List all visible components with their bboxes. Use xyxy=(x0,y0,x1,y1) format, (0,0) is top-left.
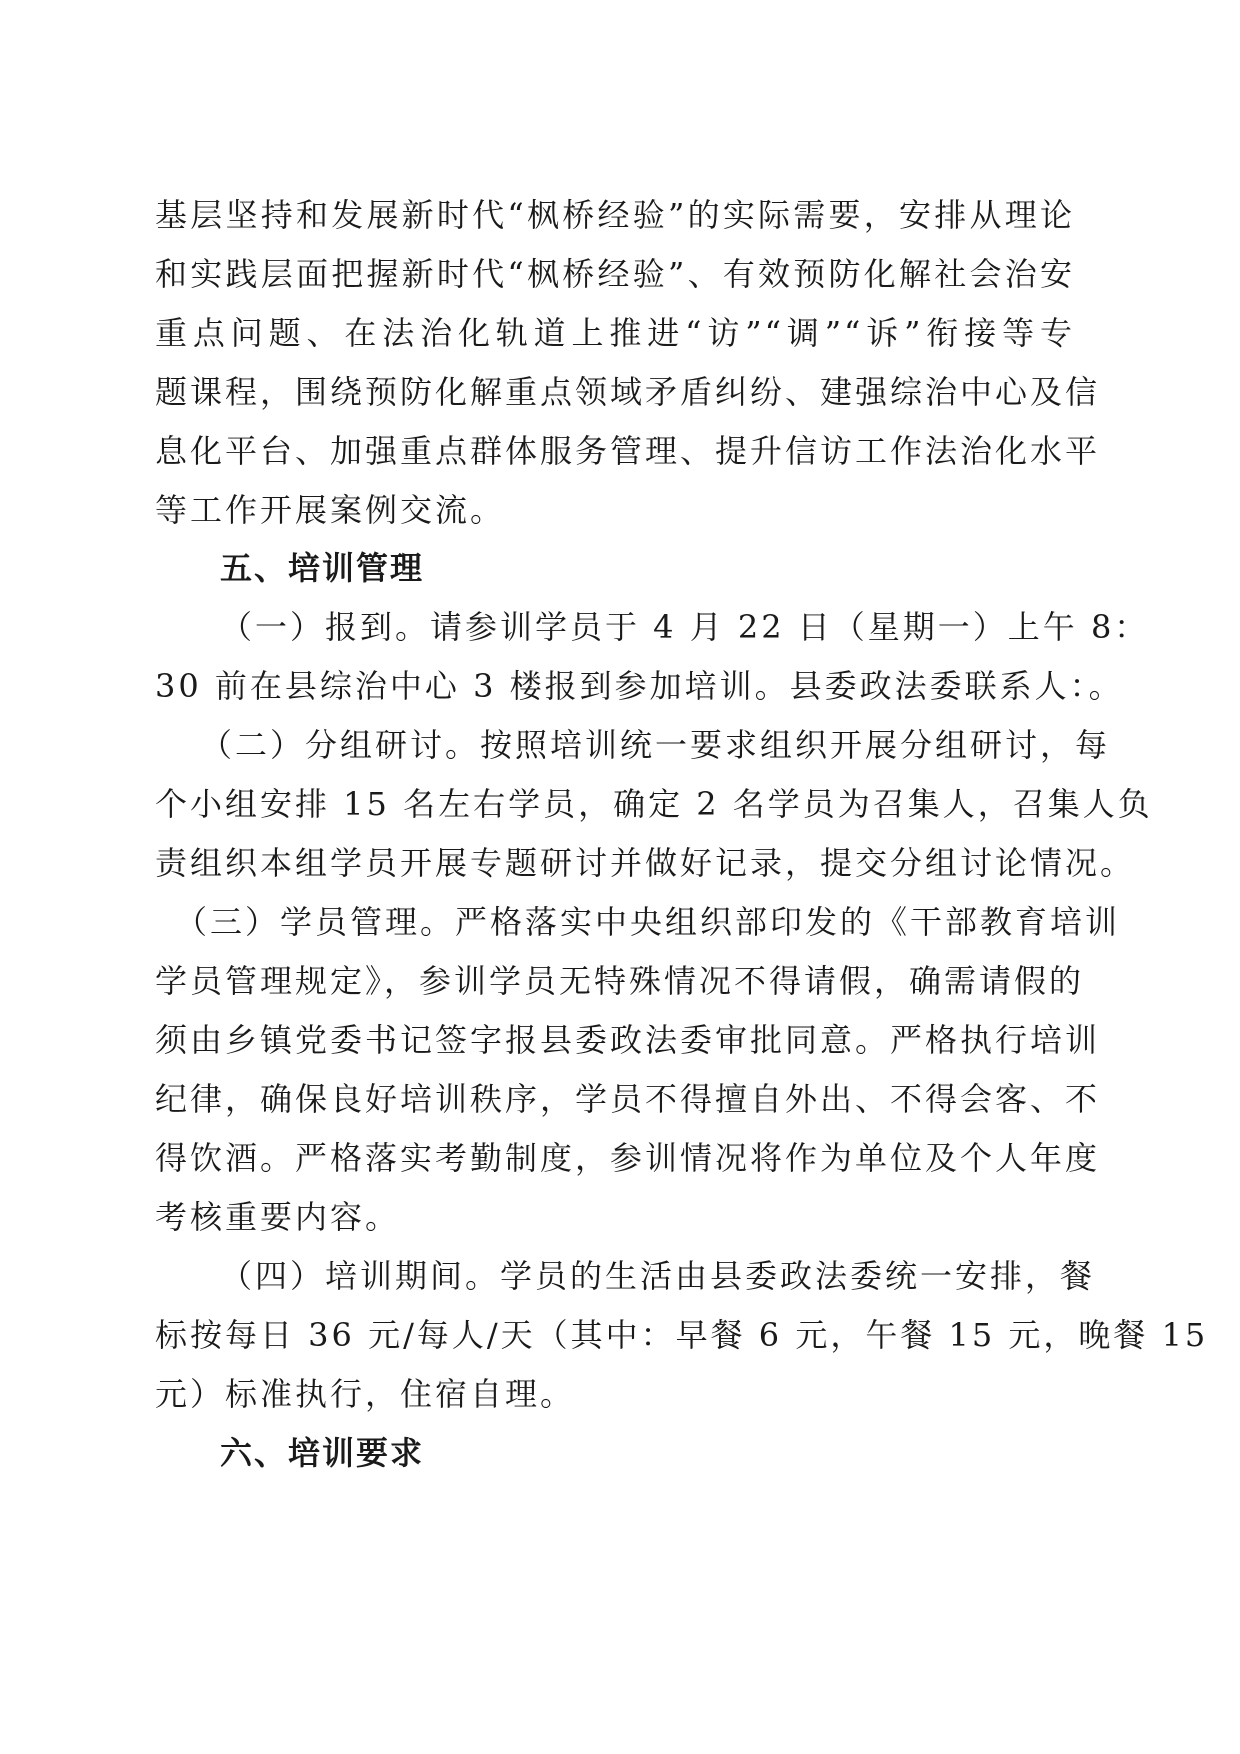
paragraph-line: （四）培训期间。学员的生活由县委政法委统一安排，餐 xyxy=(220,1257,1096,1295)
paragraph-line: （三）学员管理。严格落实中央组织部印发的《干部教育培训 xyxy=(175,903,1121,941)
paragraph-line: 题课程，围绕预防化解重点领域矛盾纠纷、建强综治中心及信 xyxy=(155,373,1101,411)
paragraph-line: 息化平台、加强重点群体服务管理、提升信访工作法治化水平 xyxy=(155,432,1101,470)
paragraph-line: 基层坚持和发展新时代“枫桥经验”的实际需要，安排从理论 xyxy=(155,196,1075,234)
paragraph-line: 30 前在县综治中心 3 楼报到参加培训。县委政法委联系人：。 xyxy=(155,667,1124,705)
section-heading: 六、培训要求 xyxy=(220,1434,425,1472)
paragraph-line: 得饮酒。严格落实考勤制度，参训情况将作为单位及个人年度 xyxy=(155,1139,1101,1177)
paragraph-line: 元）标准执行，住宿自理。 xyxy=(155,1375,576,1413)
paragraph-line: 标按每日 36 元/每人/天（其中：早餐 6 元，午餐 15 元，晚餐 15 xyxy=(155,1316,1209,1354)
paragraph-line: 须由乡镇党委书记签字报县委政法委审批同意。严格执行培训 xyxy=(155,1021,1101,1059)
paragraph-line: 和实践层面把握新时代“枫桥经验”、有效预防化解社会治安 xyxy=(155,255,1075,293)
paragraph-line: 等工作开展案例交流。 xyxy=(155,491,506,529)
paragraph-line: （二）分组研讨。按照培训统一要求组织开展分组研讨，每 xyxy=(200,726,1111,764)
paragraph-line: 考核重要内容。 xyxy=(155,1198,401,1236)
paragraph-line: 责组织本组学员开展专题研讨并做好记录，提交分组讨论情况。 xyxy=(155,844,1136,882)
section-heading: 五、培训管理 xyxy=(220,549,425,587)
paragraph-line: 个小组安排 15 名左右学员，确定 2 名学员为召集人，召集人负 xyxy=(155,785,1153,823)
paragraph-line: 重点问题、在法治化轨道上推进“访”“调”“诉”衔接等专 xyxy=(155,314,1075,352)
paragraph-line: 学员管理规定》，参训学员无特殊情况不得请假，确需请假的 xyxy=(155,962,1085,1000)
paragraph-line: （一）报到。请参训学员于 4 月 22 日（星期一）上午 8： xyxy=(220,608,1150,646)
paragraph-line: 纪律，确保良好培训秩序，学员不得擅自外出、不得会客、不 xyxy=(155,1080,1101,1118)
